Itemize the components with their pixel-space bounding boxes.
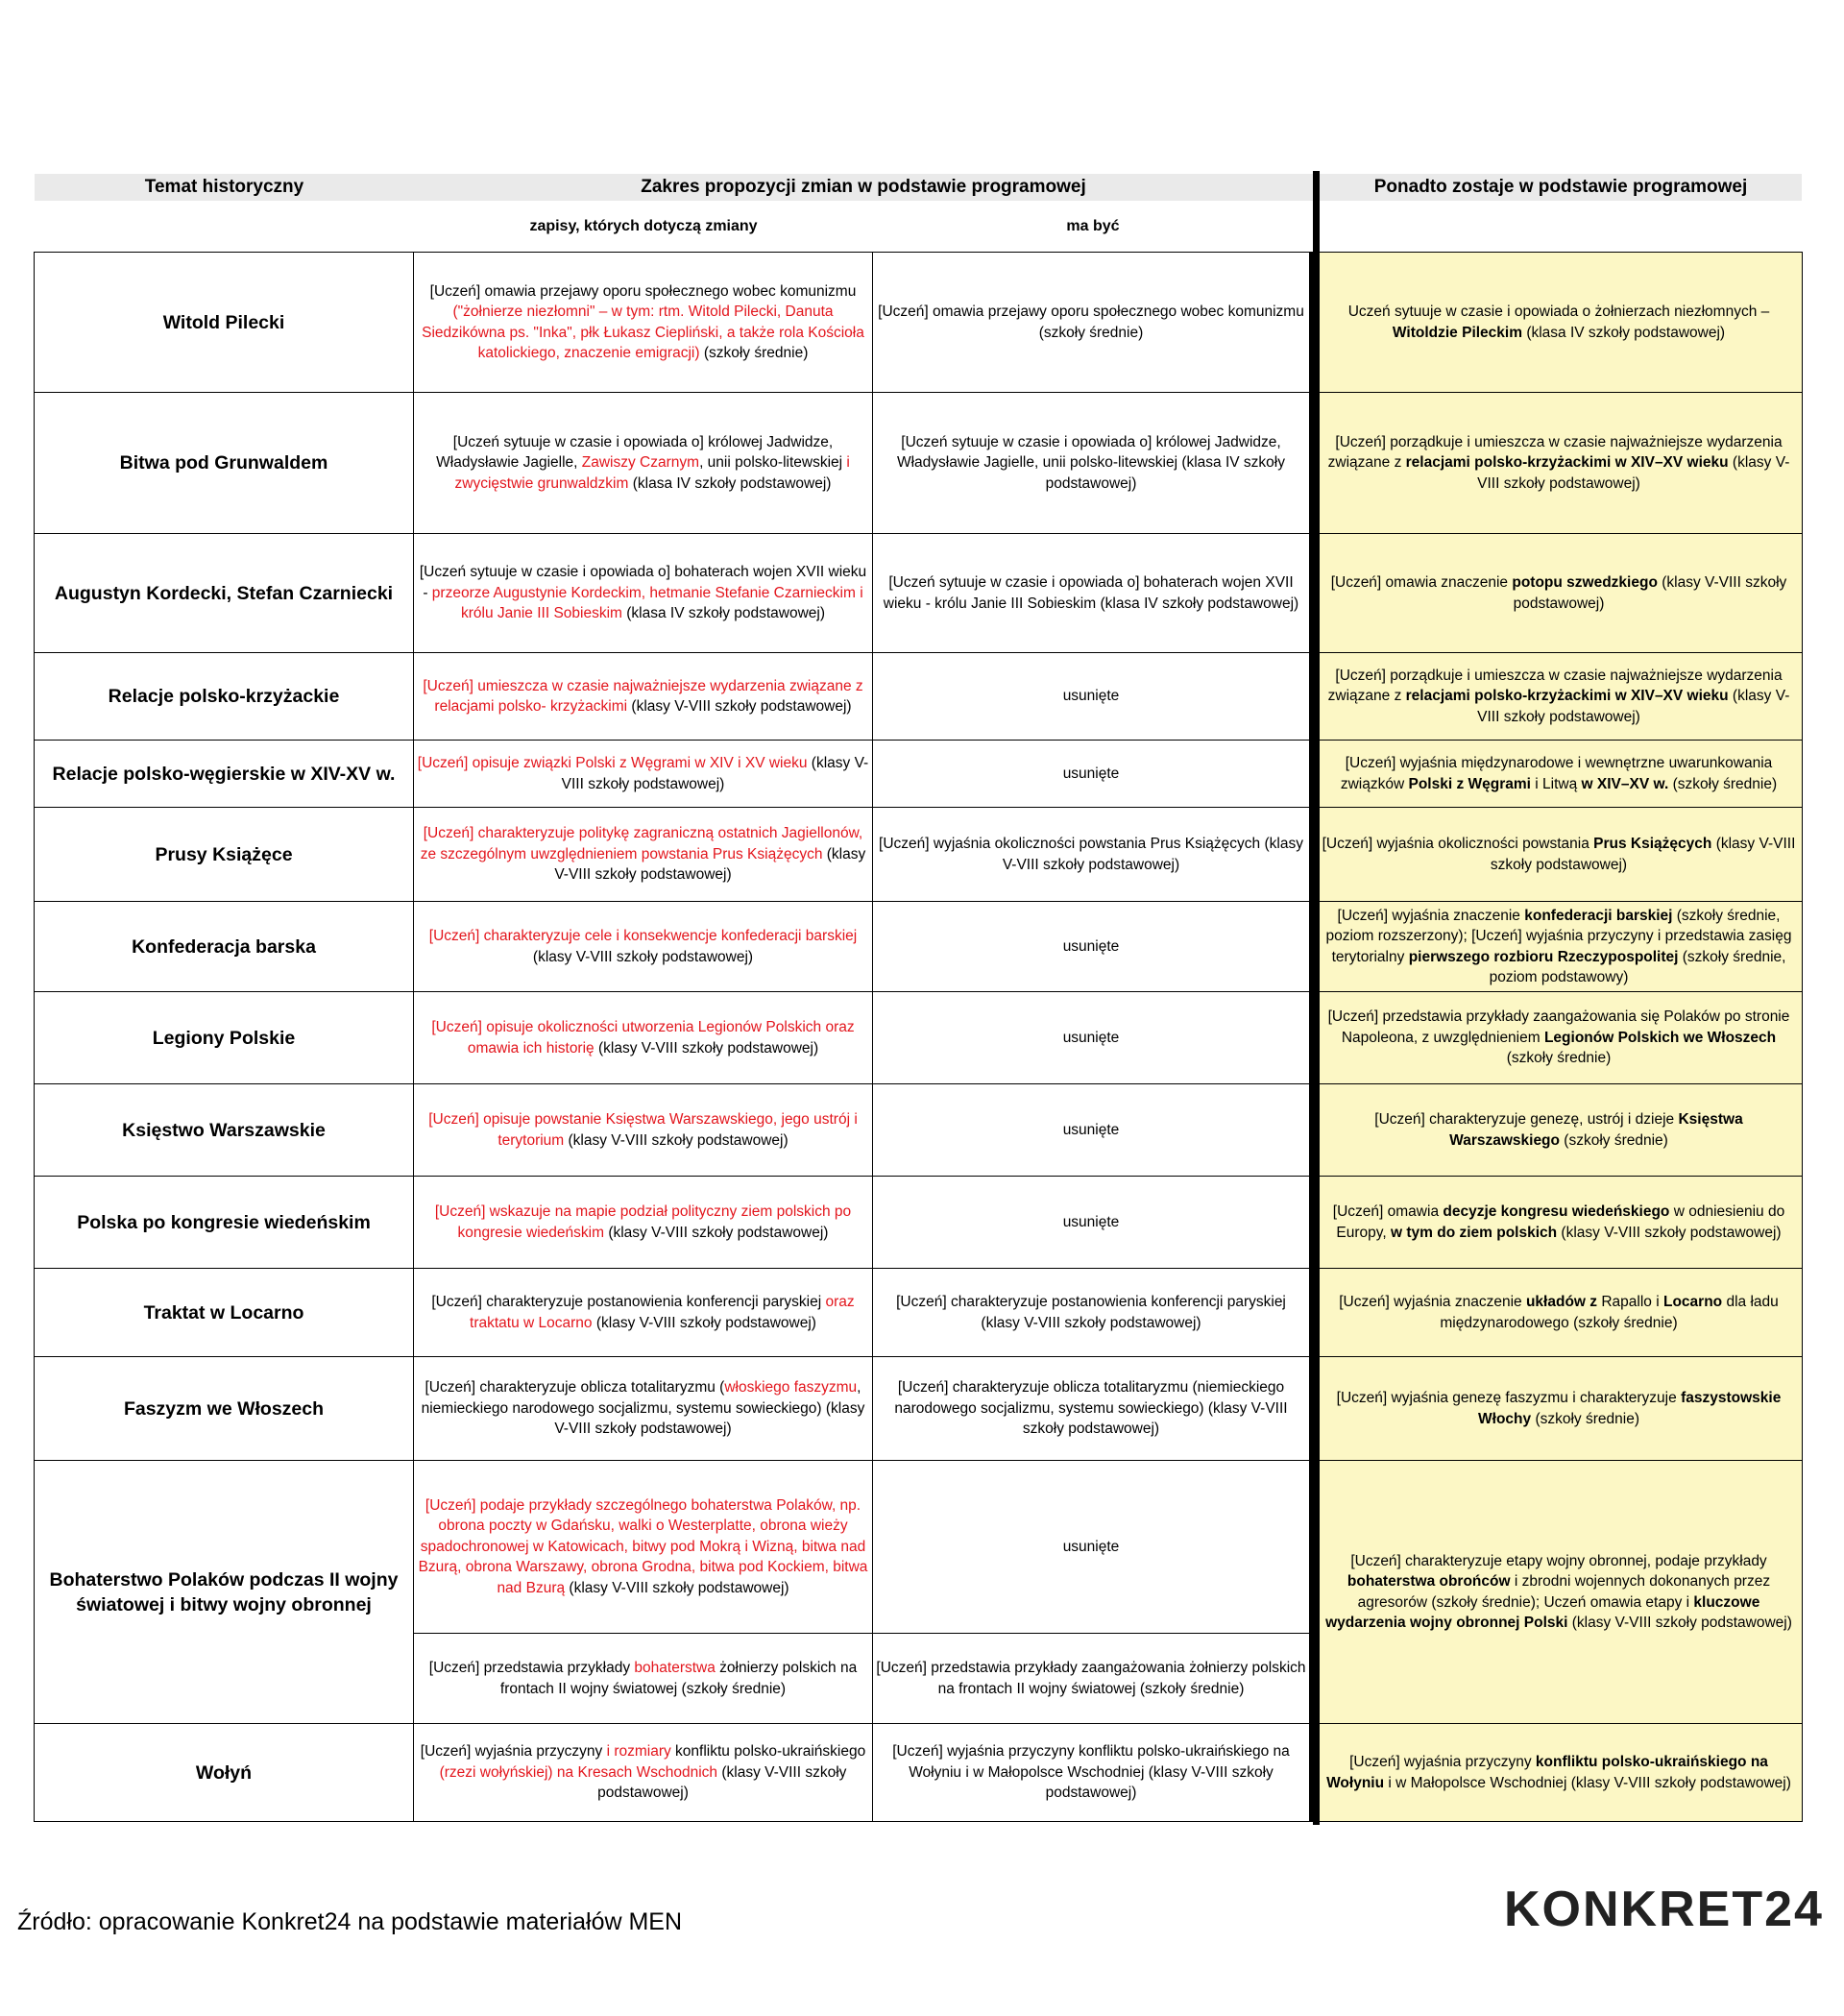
highlighted-text: ("żołnierze niezłomni" – w tym: rtm. Witold Pilecki, Danuta Siedzikówna ps. "Inka", płk Łukasz Ciepliński, a także rola Kościoła katolickiego, znaczenie emigracji) [422, 304, 864, 361]
text-segment: (klasy V-VIII szkoły podstawowej) [594, 1039, 819, 1057]
text-segment: i w Małopolsce Wschodniej (klasy V-VIII szkoły podstawowej) [1384, 1774, 1791, 1791]
highlighted-text: (rzezi wołyńskiej) na Kresach Wschodnich [439, 1763, 718, 1781]
changed-entry-cell [414, 534, 873, 653]
text-segment: [Uczeń] omawia [1332, 1203, 1444, 1220]
text-segment: usunięte [1062, 937, 1120, 955]
changed-entry-cell [414, 1177, 873, 1269]
new-entry-cell [873, 1461, 1313, 1634]
theme-cell: Faszyzm we Włoszech [35, 1357, 414, 1461]
text-segment: [Uczeń sytuuje w czasie i opowiada o] bohaterach wojen XVII wieku - [419, 564, 867, 601]
remaining-entry-cell [1313, 1461, 1803, 1724]
bold-text: Legionów Polskich we Włoszech [1543, 1029, 1777, 1046]
table-row [35, 1724, 1803, 1822]
new-entry-cell [873, 741, 1313, 808]
text-segment: (klasy V-VIII szkoły podstawowej) [1477, 454, 1790, 492]
text-segment: [Uczeń] charakteryzuje etapy wojny obronnej, podaje przykłady [1350, 1552, 1767, 1569]
text-segment: [Uczeń] charakteryzuje oblicza totalitaryzmu (niemieckiego narodowego socjalizmu, systemu sowieckiego) (klasy V-VIII szkoły podstawowej) [894, 1379, 1288, 1438]
text-segment: (klasy V-VIII szkoły podstawowej) [627, 698, 852, 715]
highlighted-text: [Uczeń] opisuje okoliczności utworzenia Legionów Polskich oraz omawia ich historię [431, 1019, 855, 1057]
bold-text: relacjami polsko-krzyżackimi w XIV–XV wieku [1405, 454, 1729, 472]
text-segment: (szkoły średnie, poziom podstawowy) [1489, 948, 1786, 985]
curriculum-changes-table [34, 252, 1803, 1822]
bold-text: bohaterstwa obrońców [1347, 1573, 1511, 1590]
table-row [35, 1269, 1803, 1357]
text-segment: [Uczeń] omawia przejawy oporu społecznego wobec komunizmu [429, 282, 857, 300]
header-remains: Ponadto zostaje w podstawie programowej [1373, 177, 1748, 197]
text-segment: [Uczeń] wyjaśnia genezę faszyzmu i charakteryzuje [1336, 1390, 1682, 1406]
text-segment: [Uczeń] przedstawia przykłady zaangażowania żołnierzy polskich na frontach II wojny światowej (szkoły średnie) [876, 1660, 1306, 1697]
text-segment: [Uczeń] wyjaśnia przyczyny konfliktu polsko-ukraińskiego na Wołyniu i w Małopolsce Wschodniej (klasy V-VIII szkoły podstawowej) [892, 1743, 1290, 1802]
text-segment: [Uczeń] porządkuje i umieszcza w czasie najważniejsze wydarzenia związane z [1327, 433, 1783, 472]
bold-text: w tym do ziem polskich [1391, 1224, 1558, 1241]
new-entry-cell [873, 1724, 1313, 1822]
highlighted-text: i rozmiary [606, 1743, 671, 1761]
text-segment: [Uczeń] wyjaśnia przyczyny [420, 1743, 607, 1761]
theme-cell: Bitwa pod Grunwaldem [35, 393, 414, 534]
changed-entry-cell [414, 1084, 873, 1177]
new-entry-cell [873, 534, 1313, 653]
text-segment: Rapallo i [1597, 1294, 1663, 1310]
logo-text: KONKRET24 [1504, 1882, 1824, 1937]
text-segment: (klasy V-VIII szkoły podstawowej) [554, 845, 866, 884]
new-entry-cell [873, 808, 1313, 902]
text-segment: [Uczeń] omawia znaczenie [1330, 574, 1513, 591]
text-segment: (klasy V-VIII szkoły podstawowej) [561, 755, 869, 792]
table-row [35, 1461, 1803, 1634]
text-segment: , niemieckiego narodowego socjalizmu, systemu sowieckiego) (klasy V-VIII szkoły podstawowej) [421, 1379, 865, 1438]
text-segment: (klasy V-VIII szkoły podstawowej) [597, 1763, 847, 1802]
changed-entry-cell [414, 1269, 873, 1357]
bold-text: Polski z Węgrami [1408, 775, 1531, 792]
highlighted-text: bohaterstwa [634, 1660, 716, 1676]
text-segment: usunięte [1062, 765, 1120, 782]
text-segment: Uczeń sytuuje w czasie i opowiada o żołnierzach niezłomnych – [1347, 304, 1770, 320]
source-note [17, 1908, 682, 1936]
text-segment: [Uczeń] wyjaśnia znaczenie [1339, 1294, 1526, 1310]
text-segment: [Uczeń] charakteryzuje oblicza totalitaryzmu ( [425, 1379, 725, 1397]
theme-cell: Legiony Polskie [35, 992, 414, 1084]
highlighted-text: oraz traktatu w Locarno [470, 1294, 855, 1331]
table-row [35, 534, 1803, 653]
changed-entry-cell [414, 1634, 873, 1724]
text-segment: [Uczeń] wyjaśnia okoliczności powstania Prus Książęcych (klasy V-VIII szkoły podstawowej) [879, 836, 1303, 873]
remaining-entry-cell [1313, 253, 1803, 393]
text-segment: usunięte [1062, 1121, 1120, 1138]
new-entry-cell [873, 1084, 1313, 1177]
bold-text: Witoldzie Pileckim [1392, 324, 1523, 341]
text-segment: (klasa IV szkoły podstawowej) [1522, 324, 1726, 341]
bold-text: decyzje kongresu wiedeńskiego [1443, 1203, 1670, 1220]
changed-entry-cell [414, 902, 873, 992]
source-text: opracowanie Konkret24 na podstawie materiałów MEN [91, 1908, 683, 1935]
changed-entry-cell [414, 992, 873, 1084]
table-row [35, 253, 1803, 393]
new-entry-cell [873, 902, 1313, 992]
new-entry-cell [873, 253, 1313, 393]
highlighted-text: [Uczeń] opisuje związki Polski z Węgrami w XIV i XV wieku [417, 755, 808, 771]
text-segment: konfliktu polsko-ukraińskiego [670, 1743, 866, 1761]
theme-cell: Relacje polsko-węgierskie w XIV-XV w. [35, 741, 414, 808]
changed-entry-cell [414, 741, 873, 808]
theme-cell: Konfederacja barska [35, 902, 414, 992]
table-row [35, 393, 1803, 534]
bold-text: w XIV–XV w. [1581, 775, 1669, 792]
text-segment: (klasy V-VIII szkoły podstawowej) [604, 1224, 829, 1241]
text-segment: usunięte [1062, 1538, 1120, 1555]
highlighted-text: i zwycięstwie grunwaldzkim [454, 454, 850, 492]
text-segment: żołnierzy polskich na frontach II wojny światowej (szkoły średnie) [499, 1660, 858, 1697]
bold-text: układów z [1525, 1294, 1598, 1310]
bold-text: faszystowskie Włochy [1478, 1390, 1782, 1427]
new-entry-cell [873, 1177, 1313, 1269]
subheader-changed-entries: zapisy, których dotyczą zmiany [529, 218, 758, 234]
table-row [35, 808, 1803, 902]
column-divider [1313, 171, 1320, 1825]
header-theme: Temat historyczny [144, 177, 304, 197]
text-segment: (klasy V-VIII szkoły podstawowej) [564, 1131, 789, 1149]
new-entry-cell [873, 1634, 1313, 1724]
remaining-entry-cell [1313, 1724, 1803, 1822]
header-scope: Zakres propozycji zmian w podstawie programowej [641, 177, 1086, 197]
text-segment: (klasy V-VIII szkoły podstawowej) [532, 948, 754, 965]
text-segment: usunięte [1062, 1029, 1120, 1046]
remaining-entry-cell [1313, 653, 1803, 741]
table-row [35, 902, 1803, 992]
highlighted-text: [Uczeń] charakteryzuje cele i konsekwencje konfederacji barskiej [428, 928, 858, 944]
text-segment: , unii polsko-litewskiej [699, 454, 847, 472]
text-segment: (klasa IV szkoły podstawowej) [628, 474, 832, 492]
text-segment: [Uczeń sytuuje w czasie i opowiada o] królowej Jadwidze, Władysławie Jagielle, [436, 433, 834, 472]
highlighted-text: [Uczeń] wskazuje na mapie podział polityczny ziem polskich po kongresie wiedeńskim [434, 1203, 852, 1241]
new-entry-cell [873, 1269, 1313, 1357]
highlighted-text: Zawiszy Czarnym [581, 454, 700, 472]
remaining-entry-cell [1313, 808, 1803, 902]
new-entry-cell [873, 393, 1313, 534]
text-segment: [Uczeń] wyjaśnia przyczyny [1349, 1754, 1536, 1770]
text-segment: [Uczeń] wyjaśnia znaczenie [1337, 907, 1525, 924]
text-segment: [Uczeń] przedstawia przykłady [428, 1660, 635, 1676]
bold-text: konfliktu polsko-ukraińskiego na Wołyniu [1326, 1754, 1768, 1791]
text-segment: usunięte [1062, 688, 1120, 705]
theme-cell: Augustyn Kordecki, Stefan Czarniecki [35, 534, 414, 653]
text-segment: (klasy V-VIII szkoły podstawowej) [592, 1314, 816, 1331]
changed-entry-cell [414, 653, 873, 741]
text-segment: (klasy V-VIII szkoły podstawowej) [565, 1579, 789, 1596]
new-entry-cell [873, 992, 1313, 1084]
text-segment: (szkoły średnie) [1668, 775, 1778, 792]
remaining-entry-cell [1313, 1084, 1803, 1177]
bold-text: Prus Książęcych [1593, 836, 1712, 852]
theme-cell: Wołyń [35, 1724, 414, 1822]
text-segment: (klasy V-VIII szkoły podstawowej) [1567, 1615, 1792, 1631]
bold-text: Locarno [1662, 1294, 1723, 1310]
changed-entry-cell [414, 393, 873, 534]
bold-text: kluczowe wydarzenia wojny obronnej Polski [1325, 1593, 1760, 1631]
theme-cell: Prusy Książęce [35, 808, 414, 902]
bold-text: relacjami polsko-krzyżackimi w XIV–XV wieku [1405, 688, 1729, 705]
table-row [35, 1357, 1803, 1461]
table-row [35, 992, 1803, 1084]
highlighted-text: [Uczeń] umieszcza w czasie najważniejsze wydarzenia związane z relacjami polsko- krzyżackimi [423, 677, 863, 715]
text-segment: (szkoły średnie, poziom rozszerzony); [Uczeń] wyjaśnia przyczyny i przedstawia zasięg terytorialny [1325, 907, 1792, 965]
remaining-entry-cell [1313, 393, 1803, 534]
subheader-to-be: ma być [1066, 218, 1120, 234]
new-entry-cell [873, 653, 1313, 741]
text-segment: [Uczeń sytuuje w czasie i opowiada o] bohaterach wojen XVII wieku - królu Janie III Sobieskim (klasa IV szkoły podstawowej) [883, 574, 1299, 612]
text-segment: [Uczeń] charakteryzuje postanowienia konferencji paryskiej [431, 1294, 826, 1310]
bold-text: Księstwa Warszawskiego [1449, 1111, 1743, 1149]
text-segment: (szkoły średnie) [1531, 1410, 1639, 1427]
table-row [35, 1084, 1803, 1177]
remaining-entry-cell [1313, 1177, 1803, 1269]
text-segment: usunięte [1062, 1213, 1120, 1230]
changed-entry-cell [414, 1357, 873, 1461]
text-segment: (klasa IV szkoły podstawowej) [621, 605, 826, 622]
text-segment: (szkoły średnie) [699, 345, 809, 361]
changed-entry-cell [414, 1724, 873, 1822]
text-segment: (szkoły średnie) [1560, 1131, 1668, 1149]
text-segment: (klasy V-VIII szkoły podstawowej) [1477, 688, 1790, 725]
remaining-entry-cell [1313, 741, 1803, 808]
text-segment: (klasy V-VIII szkoły podstawowej) [1490, 836, 1796, 873]
bold-text: konfederacji barskiej [1524, 907, 1673, 924]
changed-entry-cell [414, 253, 873, 393]
remaining-entry-cell [1313, 902, 1803, 992]
bold-text: pierwszego rozbioru Rzeczypospolitej [1408, 948, 1679, 965]
text-segment: [Uczeń] omawia przejawy oporu społecznego wobec komunizmu (szkoły średnie) [878, 304, 1304, 341]
text-segment: dla ładu międzynarodowego (szkoły średnie) [1440, 1294, 1779, 1331]
text-segment: [Uczeń] charakteryzuje genezę, ustrój i dzieje [1374, 1111, 1679, 1128]
text-segment: i Litwą [1530, 775, 1582, 792]
text-segment: [Uczeń] wyjaśnia międzynarodowe i wewnętrzne uwarunkowania związków [1340, 755, 1773, 792]
table-row [35, 653, 1803, 741]
new-entry-cell [873, 1357, 1313, 1461]
theme-cell: Bohaterstwo Polaków podczas II wojny światowej i bitwy wojny obronnej [35, 1461, 414, 1724]
theme-cell: Relacje polsko-krzyżackie [35, 653, 414, 741]
highlighted-text: przeorze Augustynie Kordeckim, hetmanie Stefanie Czarnieckim i królu Janie III Sobieskim [431, 584, 863, 622]
text-segment: [Uczeń] porządkuje i umieszcza w czasie najważniejsze wydarzenia związane z [1327, 667, 1783, 705]
bold-text: potopu szwedzkiego [1512, 574, 1658, 591]
highlighted-text: [Uczeń] podaje przykłady szczególnego bohaterstwa Polaków, np. obrona poczty w Gdańsku, walki o Westerplatte, obrona wieży spadochronowej w Katowicach, bitwy pod Mokrą i Wizną, bitwa nad Bzurą, obrona Warszawy, obrona Grodna, bitwa pod Kockiem, bitwa nad Bzurą [418, 1496, 868, 1596]
changed-entry-cell [414, 1461, 873, 1634]
text-segment: [Uczeń] wyjaśnia okoliczności powstania [1322, 836, 1594, 852]
theme-cell: Witold Pilecki [35, 253, 414, 393]
highlighted-text: [Uczeń] charakteryzuje politykę zagraniczną ostatnich Jagiellonów, ze szczególnym uwzględnieniem powstania Prus Książęcych [420, 825, 863, 862]
text-segment: (szkoły średnie) [1506, 1050, 1612, 1067]
theme-cell: Polska po kongresie wiedeńskim [35, 1177, 414, 1269]
highlighted-text: włoskiego faszyzmu [724, 1379, 858, 1397]
text-segment: [Uczeń sytuuje w czasie i opowiada o] królowej Jadwidze, Władysławie Jagielle, unii polsko-litewskiej (klasa IV szkoły podstawowej) [896, 433, 1285, 492]
text-segment: (klasy V-VIII szkoły podstawowej) [1557, 1224, 1782, 1241]
remaining-entry-cell [1313, 992, 1803, 1084]
konkret24-logo [1502, 1878, 1824, 1937]
theme-cell: Księstwo Warszawskie [35, 1084, 414, 1177]
theme-cell: Traktat w Locarno [35, 1269, 414, 1357]
text-segment: (klasy V-VIII szkoły podstawowej) [1513, 574, 1787, 612]
table-row [35, 741, 1803, 808]
text-segment: w odniesieniu do Europy, [1336, 1203, 1785, 1241]
text-segment: [Uczeń] charakteryzuje postanowienia konferencji paryskiej (klasy V-VIII szkoły podstawowej) [896, 1294, 1286, 1331]
source-prefix: Źródło: [17, 1908, 92, 1935]
changed-entry-cell [414, 808, 873, 902]
remaining-entry-cell [1313, 1357, 1803, 1461]
text-segment: i zbrodni wojennych dokonanych przez agresorów (szkoły średnie); Uczeń omawia etapy i [1357, 1573, 1771, 1611]
remaining-entry-cell [1313, 1269, 1803, 1357]
table-row [35, 1177, 1803, 1269]
remaining-entry-cell [1313, 534, 1803, 653]
highlighted-text: [Uczeń] opisuje powstanie Księstwa Warszawskiego, jego ustrój i terytorium [428, 1111, 858, 1149]
text-segment: [Uczeń] przedstawia przykłady zaangażowania się Polaków po stronie Napoleona, z uwzględnieniem [1327, 1008, 1790, 1046]
